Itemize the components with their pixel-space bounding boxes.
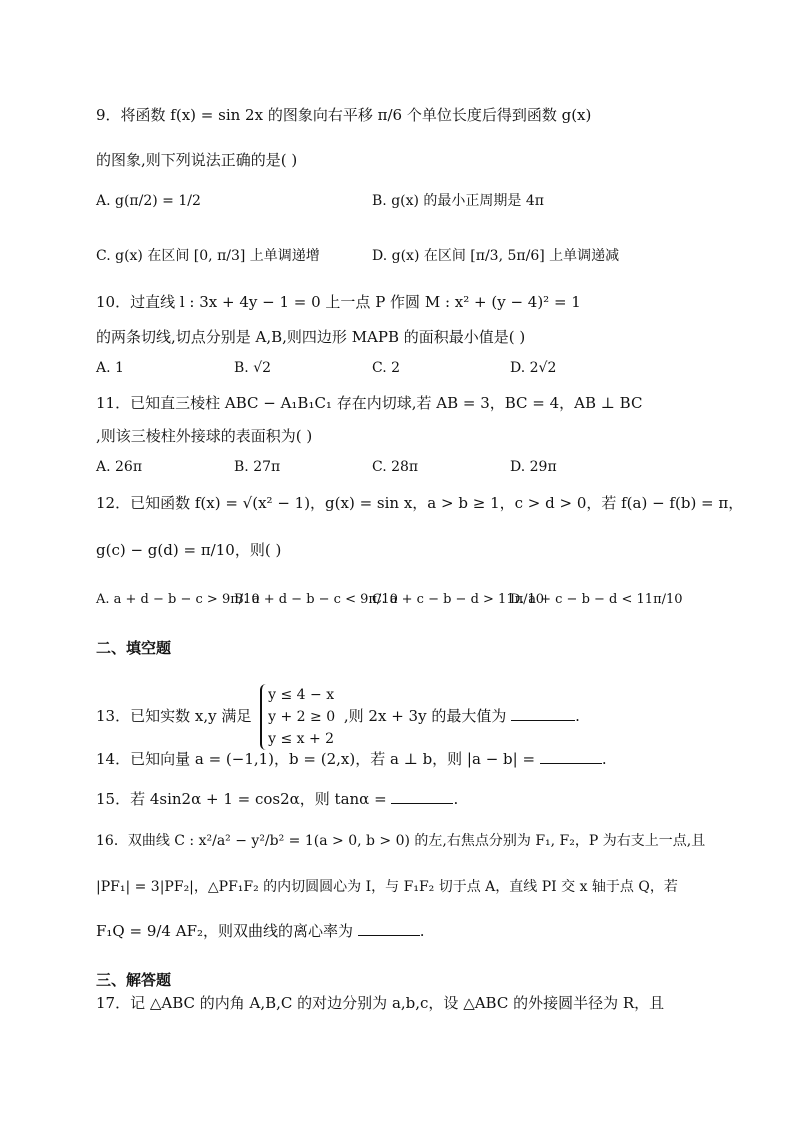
q16-text: F₁Q = 9/4 AF₂，则双曲线的离心率为 bbox=[96, 922, 353, 940]
q9-option-a: A. g(π/2) = 1/2 bbox=[96, 193, 201, 209]
q12-stem-line1: 12．已知函数 f(x) = √(x² − 1)，g(x) = sin x，a > b ≥ 1，c > d > 0，若 f(a) − f(b) = π， bbox=[96, 494, 744, 512]
q16-stem-line2: |PF₁| = 3|PF₂|，△PF₁F₂ 的内切圆圆心为 I，与 F₁F₂ 切于点 A，直线 PI 交 x 轴于点 Q，若 bbox=[96, 879, 678, 895]
q17-stem-line1: 17．记 △ABC 的内角 A,B,C 的对边分别为 a,b,c，设 △ABC 的外接圆半径为 R，且 bbox=[96, 994, 665, 1012]
q11-option-d: D. 29π bbox=[510, 459, 557, 475]
q12-option-c: C. a + c − b − d > 11π/10 bbox=[372, 592, 545, 607]
q13-constraint: y ≤ 4 − x bbox=[268, 687, 335, 703]
q12-option-d: D. a + c − b − d < 11π/10 bbox=[510, 592, 683, 607]
q14-text: 14．已知向量 a = (−1,1)，b = (2,x)，若 a ⊥ b，则 |a − b| = bbox=[96, 750, 536, 768]
q11-option-b: B. 27π bbox=[234, 459, 281, 475]
q13-stem: 13．已知实数 x,y 满足 y ≤ 4 − x y + 2 ≥ 0 y ≤ x + 2 ,则 2x + 3y 的最大值为 . bbox=[96, 684, 580, 750]
q12-option-b: B. a + d − b − c < 9π/10 bbox=[234, 592, 398, 607]
q15-answer-blank bbox=[391, 789, 453, 804]
q11-option-c: C. 28π bbox=[372, 459, 419, 475]
q12-option-a: A. a + d − b − c > 9π/10 bbox=[96, 592, 260, 607]
q10-option-d: D. 2√2 bbox=[510, 360, 557, 376]
section-fill-in-heading: 二、填空题 bbox=[96, 639, 172, 657]
q13-suffix: ,则 2x + 3y 的最大值为 bbox=[343, 707, 507, 725]
q13-answer-blank bbox=[511, 706, 575, 721]
q14-answer-blank bbox=[540, 749, 602, 764]
q10-stem-line2: 的两条切线,切点分别是 A,B,则四边形 MAPB 的面积最小值是( ) bbox=[96, 328, 526, 346]
q11-stem-line1: 11．已知直三棱柱 ABC − A₁B₁C₁ 存在内切球,若 AB = 3，BC = 4，AB ⊥ BC bbox=[96, 394, 643, 412]
q9-option-b: B. g(x) 的最小正周期是 4π bbox=[372, 193, 544, 209]
q13-constraint-system bbox=[260, 684, 335, 750]
q10-option-c: C. 2 bbox=[372, 360, 401, 376]
q13-constraint: y ≤ x + 2 bbox=[268, 731, 335, 747]
q11-stem-line2: ,则该三棱柱外接球的表面积为( ) bbox=[96, 427, 313, 445]
q16-stem-line1: 16．双曲线 C : x²/a² − y²/b² = 1(a > 0, b > 0) 的左,右焦点分别为 F₁, F₂，P 为右支上一点,且 bbox=[96, 833, 706, 849]
q9-stem-line2: 的图象,则下列说法正确的是( ) bbox=[96, 151, 298, 169]
q9-stem-line1: 9．将函数 f(x) = sin 2x 的图象向右平移 π/6 个单位长度后得到函数 g(x) bbox=[96, 106, 592, 124]
q10-option-a: A. 1 bbox=[96, 360, 124, 376]
q16-answer-blank bbox=[358, 921, 420, 936]
q12-stem-line2: g(c) − g(d) = π/10，则( ) bbox=[96, 541, 282, 559]
q16-stem-line3: F₁Q = 9/4 AF₂，则双曲线的离心率为 . bbox=[96, 922, 425, 940]
q9-option-c: C. g(x) 在区间 [0, π/3] 上单调递增 bbox=[96, 248, 320, 264]
q10-option-b: B. √2 bbox=[234, 360, 272, 376]
q14-stem: 14．已知向量 a = (−1,1)，b = (2,x)，若 a ⊥ b，则 |a − b| = . bbox=[96, 750, 607, 768]
q13-constraint: y + 2 ≥ 0 bbox=[268, 709, 336, 725]
q13-prefix: 13．已知实数 x,y 满足 bbox=[96, 707, 252, 725]
q11-option-a: A. 26π bbox=[96, 459, 143, 475]
q10-stem-line1: 10．过直线 l : 3x + 4y − 1 = 0 上一点 P 作圆 M : x² + (y − 4)² = 1 bbox=[96, 293, 581, 311]
q15-stem: 15．若 4sin2α + 1 = cos2α，则 tanα = . bbox=[96, 790, 459, 808]
section-solve-heading: 三、解答题 bbox=[96, 971, 172, 989]
q9-option-d: D. g(x) 在区间 [π/3, 5π/6] 上单调递减 bbox=[372, 248, 620, 264]
q15-text: 15．若 4sin2α + 1 = cos2α，则 tanα = bbox=[96, 790, 387, 808]
